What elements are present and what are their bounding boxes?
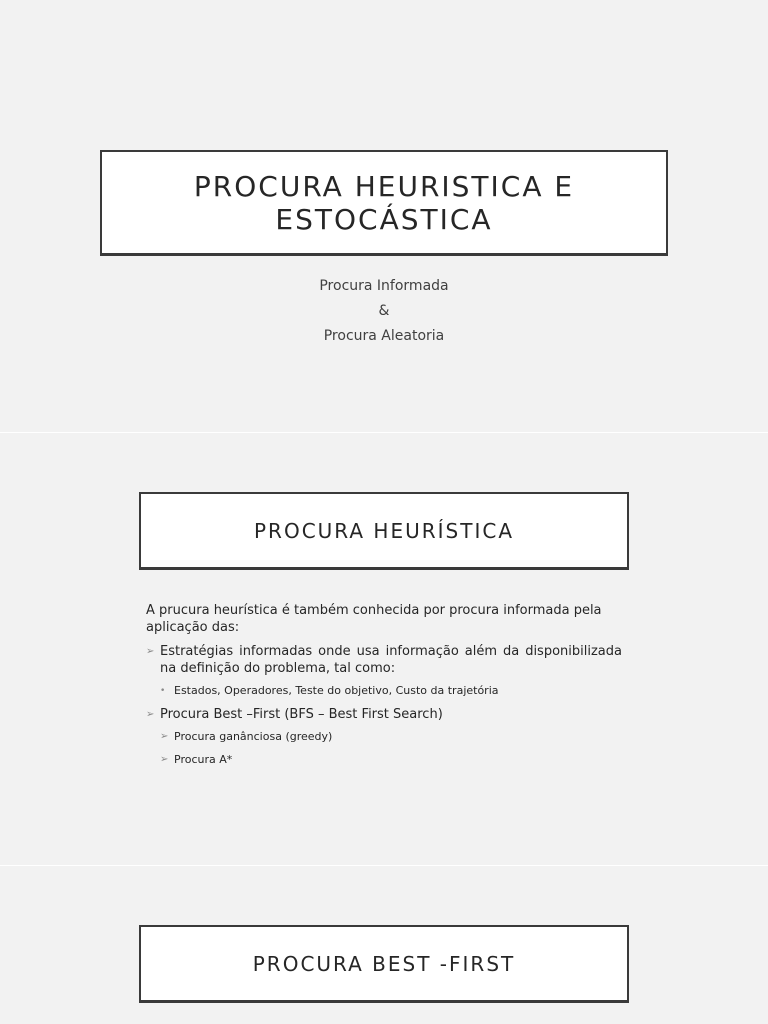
arrow-bullet-icon: ➢ [146,646,155,657]
title-box [100,150,668,256]
list-subitem [146,729,622,745]
subtitle-line-3: Procura Aleatoria [323,328,445,344]
slide-3 [0,866,768,1024]
arrow-bullet-icon: ➢ [146,709,155,720]
list-subitem [146,683,622,699]
list-item-text: Procura ganânciosa (greedy) [174,730,333,743]
dot-bullet-icon: • [160,686,166,696]
title-line-2: ESTOCÁSTICA [275,202,493,236]
subtitle-line-1: Procura Informada [319,278,449,294]
list-item [146,706,622,723]
intro-paragraph: A prucura heurística é também conhecida por procura informada pela aplicação das: [146,603,602,635]
slide-title [194,170,574,236]
slide-title: PROCURA BEST -FIRST [252,951,516,976]
list-item-text: Procura A* [174,753,233,766]
subtitle [0,274,768,349]
title-line-1: PROCURA HEURISTICA E [193,169,575,203]
arrow-bullet-icon: ➢ [160,731,169,742]
list-item-text: Estados, Operadores, Teste do objetivo, Custo da trajetória [174,684,499,697]
list-subitem [146,752,622,768]
subtitle-line-2: & [378,303,390,319]
list-item [146,643,622,677]
title-box [139,925,629,1003]
list-item-text: Procura Best –First (BFS – Best First Search) [160,707,443,722]
arrow-bullet-icon: ➢ [160,754,169,765]
slide-content [146,602,622,775]
slide-1 [0,0,768,432]
slide-2 [0,433,768,865]
list-item-text: Estratégias informadas onde usa informação além da disponibilizada na definição do problema, tal como: [160,644,622,676]
title-box [139,492,629,570]
slide-title: PROCURA HEURÍSTICA [254,518,514,543]
